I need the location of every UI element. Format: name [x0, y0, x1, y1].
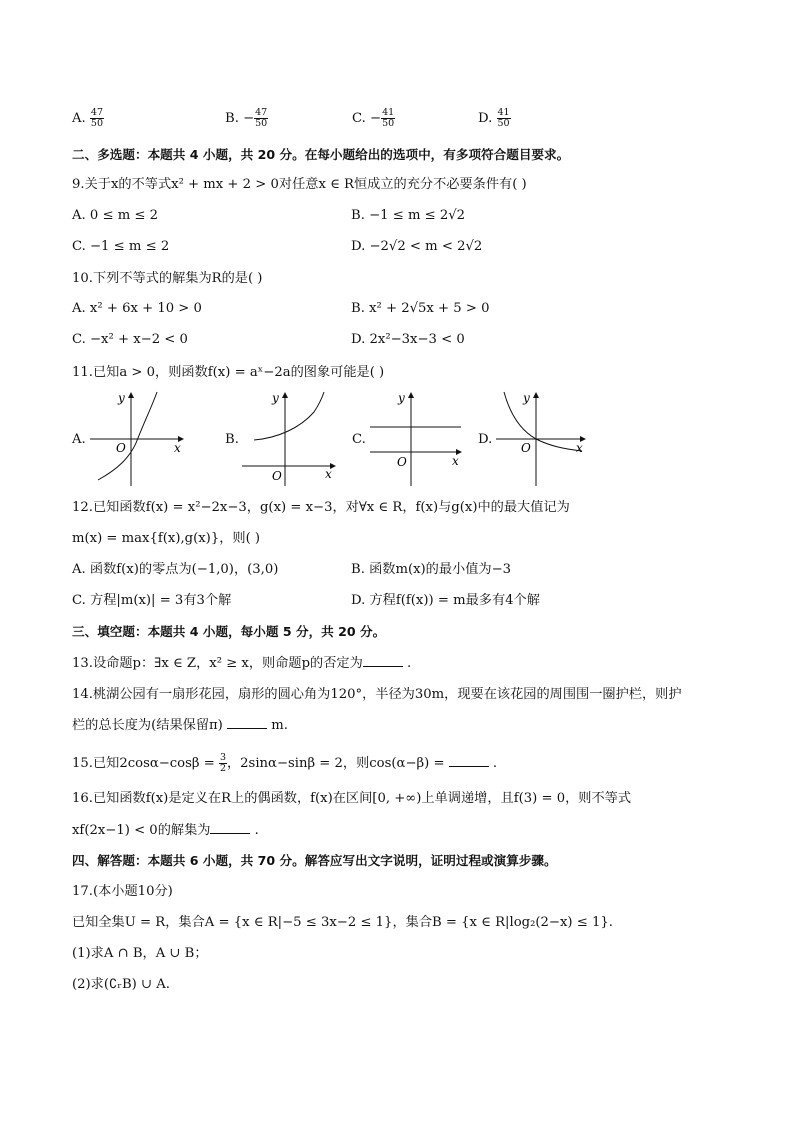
q16-text: xf(2x−1) < 0的解集为 — [72, 823, 211, 838]
y-axis-label: y — [118, 391, 125, 405]
q15 — [72, 753, 497, 774]
q11-graph-c — [366, 388, 466, 488]
q11-graph-d — [492, 388, 592, 488]
fraction: $\frac{3}{2}$ — [219, 752, 226, 774]
origin-label: O — [272, 469, 282, 483]
function-curve — [254, 392, 324, 440]
q9-stem: 9.关于x的不等式x² + mx + 2 > 0对任意x ∈ R恒成立的充分不必要条件有( ) — [72, 177, 527, 192]
q9-option-a: A. 0 ≤ m ≤ 2 — [72, 208, 159, 223]
fraction: $\frac{41}{50}$ — [382, 107, 395, 129]
q14-unit: m. — [267, 718, 288, 733]
q16-line2 — [72, 821, 259, 840]
y-axis-label: y — [272, 391, 279, 405]
q9-option-c: C. −1 ≤ m ≤ 2 — [72, 239, 170, 254]
q11-graph-b — [238, 388, 338, 488]
q10-option-a: A. x² + 6x + 10 > 0 — [72, 301, 202, 316]
fraction: $\frac{41}{50}$ — [497, 107, 510, 129]
y-axis-arrow — [128, 392, 134, 398]
q11-graph-a-label: A. — [72, 432, 86, 447]
section-heading-fill-in: 三、填空题：本题共 4 小题，每小题 5 分，共 20 分。 — [72, 624, 386, 639]
q14-line1: 14.桃湖公园有一扇形花园，扇形的圆心角为120°，半径为30m，现要在该花园的周围围一圈护栏，则护 — [72, 687, 682, 702]
q8-option-b — [225, 108, 268, 129]
fraction: $\frac{47}{50}$ — [255, 107, 268, 129]
x-axis-label: x — [452, 454, 459, 468]
q16-end: . — [250, 823, 259, 838]
q12-option-b: B. 函数m(x)的最小值为−3 — [351, 562, 512, 577]
y-axis-label: y — [523, 391, 530, 405]
function-curve — [504, 392, 582, 451]
x-axis-label: x — [174, 441, 181, 455]
q11-graph-a — [86, 388, 186, 488]
option-label: B. − — [225, 111, 255, 126]
q16-line1: 16.已知函数f(x)是定义在R上的偶函数，f(x)在区间[0, +∞)上单调递增，且f(3) = 0，则不等式 — [72, 791, 632, 806]
q17-stem: 已知全集U = R，集合A = {x ∈ R|−5 ≤ 3x−2 ≤ 1}，集合B = {x ∈ R|log₂(2−x) ≤ 1}. — [72, 915, 613, 930]
q13 — [72, 654, 411, 673]
section-heading-multiple-choice: 二、多选题：本题共 4 小题，共 20 分。在每小题给出的选项中，有多项符合题目要求。 — [72, 147, 570, 162]
q11-graph-c-label: C. — [352, 432, 366, 447]
q14-line2 — [72, 716, 288, 735]
x-axis-label: x — [576, 441, 583, 455]
answer-blank — [227, 716, 267, 729]
answer-blank — [363, 654, 403, 667]
y-axis-label: y — [398, 391, 405, 405]
q10-option-b: B. x² + 2√5x + 5 > 0 — [351, 301, 490, 316]
q10-option-c: C. −x² + x−2 < 0 — [72, 332, 188, 347]
q8-option-a — [72, 108, 104, 129]
q13-text: 13.设命题p：∃x ∈ Z，x² ≥ x，则命题p的否定为 — [72, 656, 363, 671]
q11-stem: 11.已知a > 0，则函数f(x) = aˣ−2a的图象可能是( ) — [72, 365, 385, 380]
q15-text-mid: ，2sinα−sinβ = 2，则cos(α−β) = — [226, 756, 449, 771]
q10-stem: 10.下列不等式的解集为R的是( ) — [72, 271, 263, 286]
fraction: $\frac{47}{50}$ — [90, 107, 104, 129]
answer-blank — [449, 754, 489, 767]
section-heading-solutions: 四、解答题：本题共 6 小题，共 70 分。解答应写出文字说明，证明过程或演算步骤。 — [72, 853, 557, 868]
q9-option-d: D. −2√2 < m < 2√2 — [351, 239, 483, 254]
q13-end: . — [402, 656, 412, 671]
q8-option-c — [352, 108, 395, 129]
q17-heading: 17.(本小题10分) — [72, 884, 173, 899]
origin-label: O — [397, 455, 407, 469]
q15-end: . — [488, 756, 498, 771]
origin-label: O — [116, 441, 126, 455]
q12-stem-line1: 12.已知函数f(x) = x²−2x−3，g(x) = x−3，对∀x ∈ R，f(x)与g(x)中的最大值记为 — [72, 500, 570, 515]
q14-text: 栏的总长度为(结果保留π) — [72, 718, 228, 733]
q12-option-c: C. 方程|m(x)| = 3有3个解 — [72, 593, 232, 608]
y-axis-arrow — [533, 392, 539, 398]
option-label: D. — [478, 111, 497, 126]
y-axis-arrow — [408, 392, 414, 398]
q12-option-d: D. 方程f(f(x)) = m最多有4个解 — [351, 593, 540, 608]
y-axis-arrow — [282, 392, 288, 398]
origin-label: O — [521, 441, 531, 455]
answer-blank — [210, 821, 250, 834]
q10-option-d: D. 2x²−3x−3 < 0 — [351, 332, 465, 347]
q9-option-b: B. −1 ≤ m ≤ 2√2 — [351, 208, 466, 223]
q8-option-d — [478, 108, 511, 129]
q12-option-a: A. 函数f(x)的零点为(−1,0)，(3,0) — [72, 562, 279, 577]
q17-part2: (2)求(∁ᵣB) ∪ A. — [72, 977, 170, 992]
function-curve — [98, 392, 157, 480]
q12-stem-line2: m(x) = max{f(x),g(x)}，则( ) — [72, 531, 261, 546]
q15-text: 15.已知2cosα−cosβ = — [72, 756, 219, 771]
option-label: A. — [72, 111, 90, 126]
q11-graph-b-label: B. — [225, 432, 239, 447]
q11-graph-d-label: D. — [478, 432, 493, 447]
x-axis-label: x — [325, 467, 332, 481]
option-label: C. − — [352, 111, 382, 126]
q17-part1: (1)求A ∩ B，A ∪ B； — [72, 946, 208, 961]
